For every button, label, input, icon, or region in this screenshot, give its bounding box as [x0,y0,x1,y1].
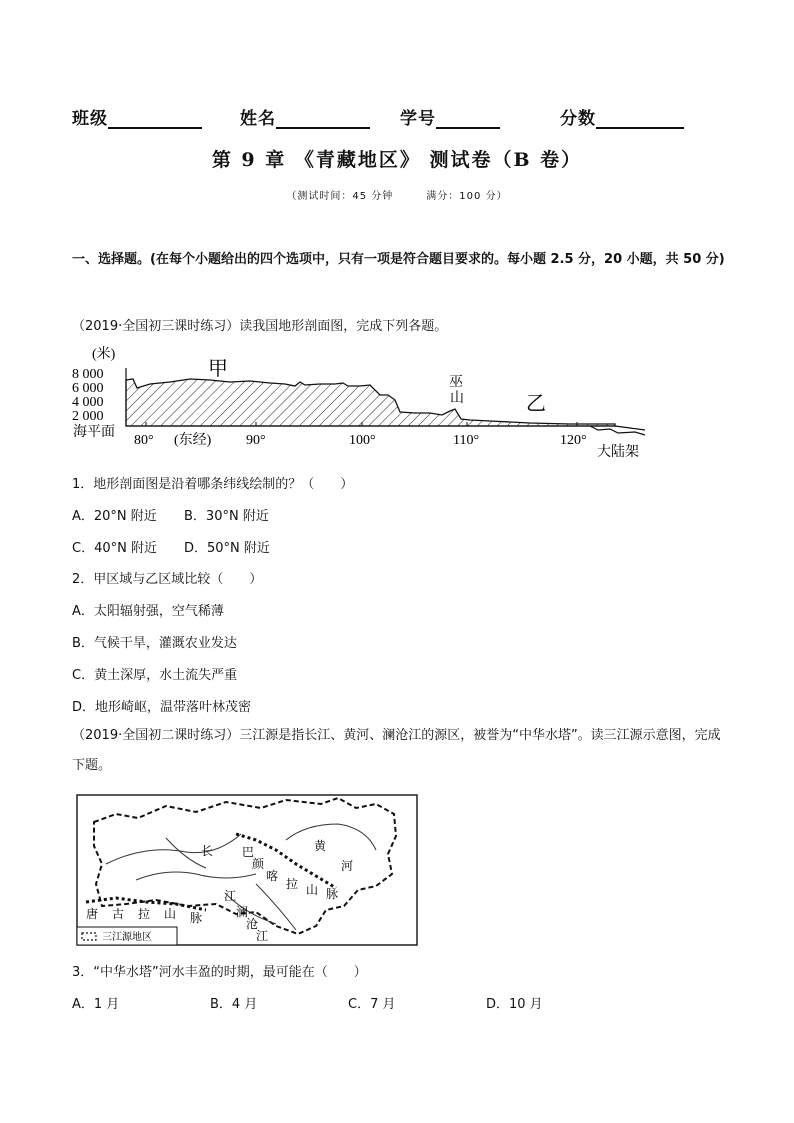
map-label-lan: 澜 [236,905,249,919]
number-field [400,104,500,129]
map-label-shan: 山 [306,883,319,897]
q3-option-b[interactable]: B．4 月 [210,997,258,1012]
q1-options-row2 [72,537,270,556]
label-continental-shelf: 大陆架 [597,445,639,460]
q2-option-a[interactable]: A．太阳辐射强，空气稀薄 [72,604,224,619]
q3-option-c[interactable]: C．7 月 [348,997,396,1012]
class-blank[interactable] [108,109,202,129]
map-label-tang: 唐 [86,907,99,921]
map-label-shan2: 山 [164,907,177,921]
score-label: 分数 [560,109,596,129]
shelf-edge [615,426,645,430]
map-label-mai: 脉 [326,887,339,901]
terrain-profile-figure [70,338,660,466]
map-label-mai2: 脉 [190,911,203,925]
q3-options [72,993,543,1012]
x-tick-east-longitude: (东经) [174,433,212,448]
score-field [560,104,684,129]
number-label: 学号 [400,109,436,129]
page-subtitle: （测试时间：45 分钟 满分：100 分） [286,191,508,202]
map-label-yan: 颜 [252,857,265,871]
class-field [72,104,202,129]
label-yi: 乙 [526,393,546,415]
x-tick-90: 90° [246,433,266,448]
section-heading: 一、选择题。(在每个小题给出的四个选项中，只有一项是符合题目要求的。每小题 2.5 分，20 小题，共 50 分) [72,252,725,267]
name-blank[interactable] [276,109,370,129]
q3-option-a[interactable]: A．1 月 [72,997,120,1012]
map-label-cang: 沧 [246,917,259,931]
map-label-huang: 黄 [314,839,327,853]
y-tick-4000: 4 000 [72,395,104,410]
q3-stem: 3．“中华水塔”河水丰盈的时期，最可能在（ ） [72,965,367,980]
q2-stem: 2．甲区域与乙区域比较（ ） [72,572,263,587]
name-label: 姓名 [240,109,276,129]
q1-option-b[interactable]: B．30°N 附近 [184,509,269,524]
map-label-ka: 喀 [266,869,279,883]
group2-intro: （2019·全国初二课时练习）三江源是指长江、黄河、澜沧江的源区，被誉为“中华水塔”。读三江源示意图，完成下题。 [72,728,721,773]
q3-option-d[interactable]: D．10 月 [486,997,543,1012]
label-jia: 甲 [208,358,228,380]
q1-option-c[interactable]: C．40°N 附近 [72,541,157,556]
q1-option-d[interactable]: D．50°N 附近 [184,541,270,556]
continental-shelf-line [590,426,645,435]
map-label-chang: 长 [201,844,214,858]
sea-level-label: 海平面 [73,425,115,440]
q1-option-a[interactable]: A．20°N 附近 [72,509,157,524]
q2-option-c[interactable]: C．黄土深厚，水土流失严重 [72,668,238,683]
map-legend-label: 三江源地区 [102,932,152,943]
group1-intro: （2019·全国初三课时练习）读我国地形剖面图，完成下列各题。 [72,319,448,334]
map-label-la2: 拉 [138,907,151,921]
q1-options-row1 [72,505,269,524]
x-tick-110: 110° [453,433,480,448]
x-tick-80: 80° [134,433,154,448]
map-label-la: 拉 [286,877,299,891]
x-tick-120: 120° [560,433,587,448]
sanjiangyuan-map [76,794,418,946]
page-title: 第 9 章 《青藏地区》 测试卷（B 卷） [211,149,583,171]
map-label-he: 河 [341,859,354,873]
class-label: 班级 [72,109,108,129]
y-tick-2000: 2 000 [72,409,104,424]
label-wushan-2: 山 [450,391,464,406]
map-label-gu: 古 [112,907,125,921]
q1-stem: 1．地形剖面图是沿着哪条纬线绘制的？（ ） [72,477,354,492]
x-tick-100: 100° [349,433,376,448]
number-blank[interactable] [436,109,500,129]
label-wushan-1: 巫 [449,375,463,390]
y-tick-8000: 8 000 [72,367,104,382]
map-label-ba: 巴 [242,845,255,859]
q2-option-b[interactable]: B．气候干旱，灌溉农业发达 [72,636,237,651]
score-blank[interactable] [596,109,684,129]
q2-option-d[interactable]: D．地形崎岖，温带落叶林茂密 [72,700,252,715]
y-unit-label: (米) [92,347,116,362]
map-label-jiang2: 江 [256,929,269,943]
name-field [240,104,370,129]
y-tick-6000: 6 000 [72,381,104,396]
map-label-jiang: 江 [224,889,237,903]
